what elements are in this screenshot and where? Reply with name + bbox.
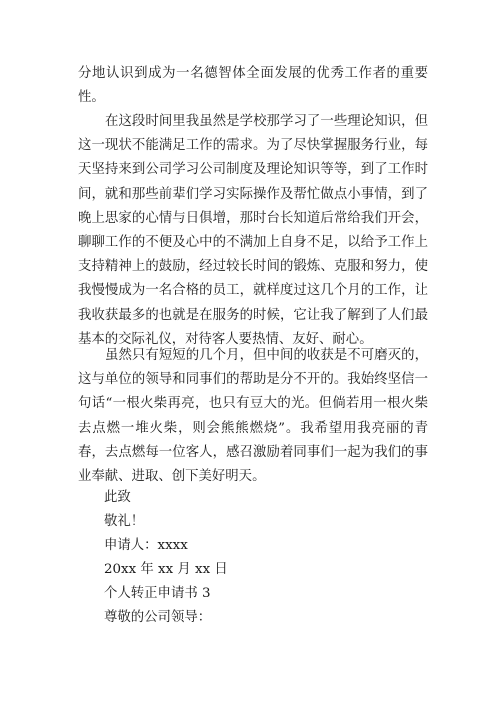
salute-phrase: 敬礼！ bbox=[104, 514, 145, 529]
closing-phrase: 此致 bbox=[104, 490, 131, 505]
next-document-greeting: 尊敬的公司领导： bbox=[104, 610, 212, 625]
next-document-title: 个人转正申请书 3 bbox=[104, 586, 211, 601]
signature-date: 20xx 年 xx 月 xx 日 bbox=[104, 562, 228, 577]
applicant-signature: 申请人：xxxx bbox=[104, 538, 188, 553]
paragraph-gratitude: 虽然只有短短的几个月，但中间的收获是不可磨灭的，这与单位的领导和同事们的帮助是分不开的。我始终坚信一句话“一根火柴再亮，也只有豆大的光。但倘若用一根火柴去点燃一堆火柴，则会熊熊燃烧”。我希望用我亮丽的青春，去点燃每一位客人，感召激励着同事们一起为我们的事业奉献、进取、创下美好明天。 bbox=[78, 348, 428, 485]
paragraph-learning: 在这段时间里我虽然是学校那学习了一些理论知识，但这一现状不能满足工作的需求。为了尽快掌握服务行业，每天坚持来到公司学习公司制度及理论知识等等，到了工作时间，就和那些前辈们学习实际操作及帮忙做点小事情，到了晚上思家的心情与日俱增，那时台长知道后常给我们开会，聊聊工作的不便及心中的不满加上自身不足，以给予工作上支持精神上的鼓励，经过较长时间的锻炼、克服和努力，使我慢慢成为一名合格的员工，就样度过这几个月的工作，让我收获最多的也就是在服务的时候，它让我了解到了人们最基本的交际礼仪，对待客人要热情、友好、耐心。 bbox=[78, 114, 428, 347]
paragraph-continuation: 分地认识到成为一名德智体全面发展的优秀工作者的重要性。 bbox=[78, 66, 428, 106]
